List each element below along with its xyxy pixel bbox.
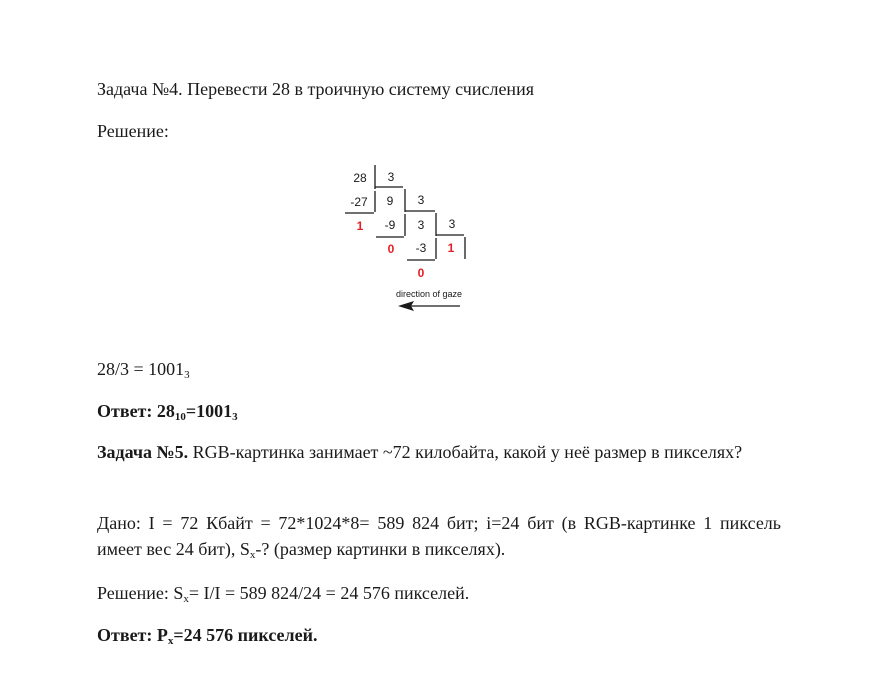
answer4-base-from: 10 — [174, 411, 186, 423]
diagram-cell: 3 — [417, 193, 425, 207]
given-paragraph — [97, 510, 781, 562]
diagram-cell: 3 — [417, 218, 425, 232]
answer5-sub: x — [167, 635, 174, 647]
task4-title-text: Задача №4. Перевести 28 в троичную систему счисления — [97, 79, 534, 99]
diagram-caption: direction of gaze — [395, 289, 463, 299]
answer5-line — [97, 622, 781, 648]
answer4-line — [97, 398, 781, 424]
solution5-sub: x — [183, 593, 189, 605]
given-text-end: -? (размер картинки в пикселях). — [255, 539, 506, 559]
result-line — [97, 356, 781, 382]
diagram-cell: 28 — [353, 171, 367, 185]
diagram-remainder: 1 — [447, 241, 455, 255]
solution5-text-end: = I/I = 589 824/24 = 24 576 пикселей. — [188, 583, 470, 603]
task5-text: RGB-картинка занимает ~72 килобайта, какой у неё размер в пикселях? — [192, 442, 743, 462]
result-base: 3 — [184, 369, 190, 381]
result-expr: 28/3 = 1001 — [97, 359, 185, 379]
diagram-cell: 9 — [386, 194, 394, 208]
answer4-value: =1001 — [185, 401, 233, 421]
solution-label-text: Решение: — [97, 121, 169, 141]
task5-heading: Задача №5. — [97, 442, 189, 462]
solution5-text: Решение: S — [97, 583, 184, 603]
given-sub: x — [249, 549, 256, 561]
answer4-base-to: 3 — [232, 411, 238, 423]
answer5-text: Ответ: P — [97, 625, 168, 645]
diagram-cell: 3 — [387, 170, 395, 184]
diagram-cell: -3 — [415, 241, 427, 255]
diagram-cell: -27 — [350, 195, 368, 209]
diagram-remainder: 0 — [417, 266, 425, 280]
given-text: Дано: I = 72 Кбайт = 72*1024*8= 589 824 бит; i=24 бит (в RGB-картинке 1 пиксель имеет вес 24 бит), S — [97, 513, 781, 559]
diagram-cell: 3 — [448, 217, 456, 231]
diagram-remainder: 1 — [356, 219, 364, 233]
solution5-line — [97, 580, 781, 606]
answer4-label: Ответ: 28 — [97, 401, 175, 421]
task5-paragraph — [97, 439, 781, 465]
diagram-cell: -9 — [384, 218, 396, 232]
answer5-text-end: =24 576 пикселей. — [173, 625, 318, 645]
diagram-remainder: 0 — [387, 242, 395, 256]
